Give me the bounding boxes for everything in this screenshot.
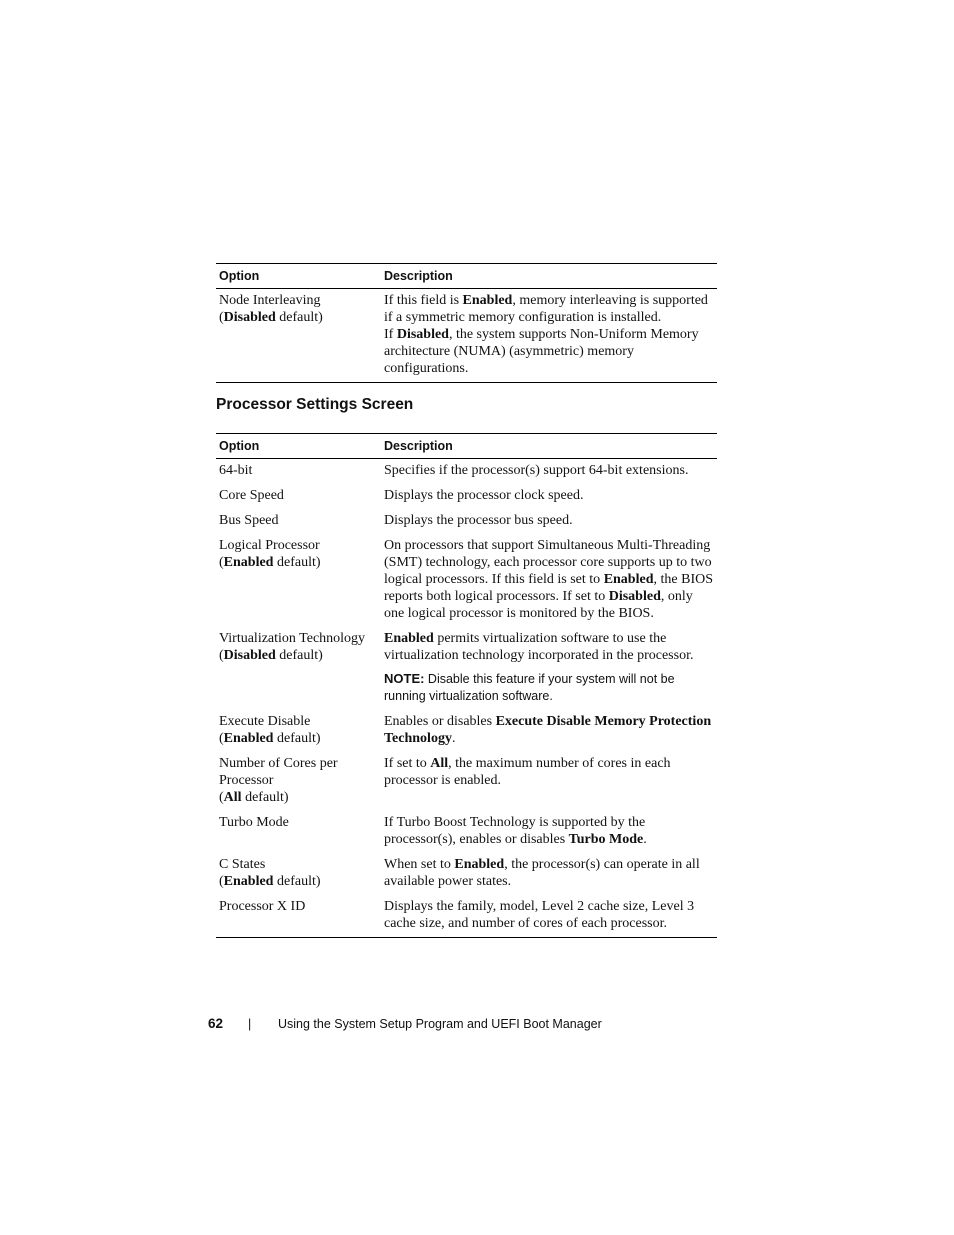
description-text: If [384,327,397,342]
option-name: Execute Disable [219,714,311,729]
option-name: Virtualization Technology [219,631,366,646]
option-default-suffix: default) [275,310,323,325]
description-text: If set to [384,756,431,771]
option-default-value: Enabled [223,555,274,570]
option-default-value: All [223,790,242,805]
table-row [216,459,717,486]
option-cell [216,711,381,753]
table-row [216,628,717,711]
option-name: C States [219,857,266,872]
description-cell [381,753,717,812]
description-cell [381,535,717,628]
description-text: . [643,832,647,847]
description-column-header: Description [381,264,717,289]
description-text: . [451,731,456,746]
option-cell [216,896,381,938]
note-text: Disable this feature if your system will not be running virtualization software. [384,672,675,703]
footer-title: Using the System Setup Program and UEFI Boot Manager [278,1017,602,1031]
option-name: Node Interleaving [219,293,321,308]
node-interleaving-table [216,263,717,383]
option-default-value: Disabled [223,648,276,663]
section-title: Processor Settings Screen [216,396,414,413]
description-cell [381,711,717,753]
description-text: Displays the processor bus speed. [384,513,573,528]
option-default-suffix: default) [275,648,323,663]
description-cell [381,628,717,711]
option-default-paren: ( [219,648,224,663]
option-cell [216,628,381,711]
description-text: , the maximum number of cores in each processor is enabled. [384,756,671,788]
option-name: Logical Processor [219,538,320,553]
description-text: permits virtualization software to use the virtualization technology incorporated in the processor. [384,631,694,663]
option-cell [216,289,381,383]
description-bold-text: Enabled [462,293,513,308]
option-default-suffix: default) [273,874,321,889]
description-column-header: Description [381,434,717,459]
description-bold-text: Enabled [454,857,505,872]
processor-settings-table [216,433,717,938]
description-text: , memory interleaving is supported if a symmetric memory configuration is installed. [384,293,708,325]
description-text: , only one logical processor is monitored by the BIOS. [384,589,693,621]
option-cell [216,459,381,486]
option-name: Core Speed [219,488,284,503]
description-text: , the BIOS reports both logical processors. If set to [384,572,713,604]
option-cell [216,854,381,896]
option-name: Turbo Mode [219,815,289,830]
table-row [216,812,717,854]
option-cell [216,812,381,854]
table-row [216,896,717,938]
table-row [216,535,717,628]
table-header-row [216,434,717,459]
description-cell [381,459,717,486]
description-bold-text: Turbo Mode [568,832,644,847]
option-default-paren: ( [219,731,224,746]
table-row [216,510,717,535]
description-cell [381,812,717,854]
option-cell [216,753,381,812]
option-default-paren: ( [219,790,224,805]
description-bold-text: Execute Disable Memory Protection Technology [384,714,712,746]
description-cell [381,485,717,510]
description-bold-text: Enabled [603,572,654,587]
option-name: 64-bit [219,463,253,478]
description-bold-text: All [430,756,449,771]
note-label: NOTE: [384,671,425,686]
description-text: Specifies if the processor(s) support 64-bit extensions. [384,463,689,478]
option-cell [216,510,381,535]
table-header-row [216,264,717,289]
option-cell [216,535,381,628]
table-row [216,854,717,896]
option-name: Number of Cores per Processor [219,756,338,788]
option-default-value: Enabled [223,874,274,889]
option-default-value: Disabled [223,310,276,325]
option-name: Processor X ID [219,899,306,914]
option-cell [216,485,381,510]
description-text: If Turbo Boost Technology is supported by the processor(s), enables or disables [384,815,646,847]
description-text: , the processor(s) can operate in all available power states. [384,857,700,889]
description-cell [381,896,717,938]
option-default-suffix: default) [273,731,321,746]
option-default-paren: ( [219,310,224,325]
table-row [216,289,717,383]
description-text: Displays the family, model, Level 2 cache size, Level 3 cache size, and number of cores of each processor. [384,899,695,931]
table-row [216,711,717,753]
option-default-value: Enabled [223,731,274,746]
option-column-header: Option [216,434,381,459]
option-default-paren: ( [219,874,224,889]
option-column-header: Option [216,264,381,289]
description-bold-text: Enabled [384,631,434,646]
description-text: , the system supports Non-Uniform Memory architecture (NUMA) (asymmetric) memory configurations. [384,327,699,376]
description-text: On processors that support Simultaneous Multi-Threading (SMT) technology, each processor core supports up to two logical processors. If this field is set to [384,538,712,587]
description-bold-text: Disabled [608,589,661,604]
page-number: 62 [208,1016,224,1031]
description-cell [381,510,717,535]
description-text: If this field is [384,293,463,308]
note-block [384,670,714,705]
option-name: Bus Speed [219,513,279,528]
option-default-suffix: default) [273,555,321,570]
table-row [216,485,717,510]
description-bold-text: Disabled [396,327,449,342]
footer-separator: | [248,1017,252,1031]
option-default-suffix: default) [241,790,289,805]
description-cell [381,854,717,896]
description-cell [381,289,717,383]
table-row [216,753,717,812]
description-text: When set to [384,857,455,872]
option-default-paren: ( [219,555,224,570]
description-text: Displays the processor clock speed. [384,488,584,503]
description-text: Enables or disables [384,714,496,729]
